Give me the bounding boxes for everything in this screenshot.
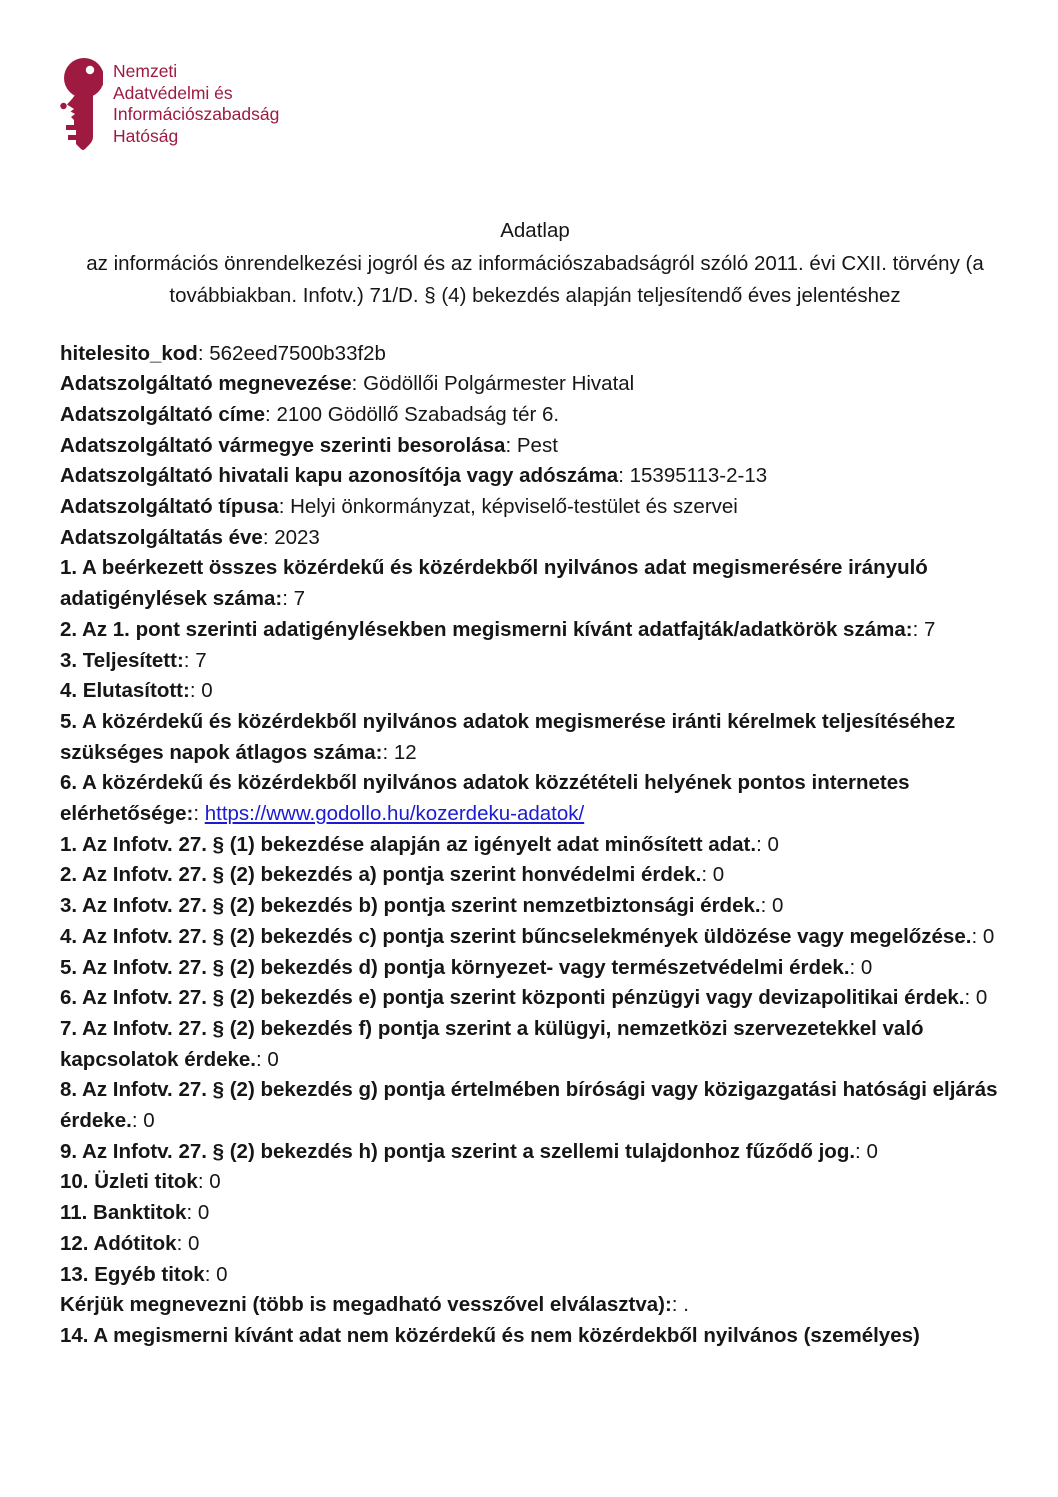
field-row: [60, 339, 1010, 370]
field-label: 5. A közérdekű és közérdekből nyilvános adatok megismerése iránti kérelmek teljesítéséhez szükséges napok átlagos száma:: [60, 709, 956, 764]
field-row: [60, 860, 1010, 891]
field-separator: :: [197, 1170, 210, 1194]
field-value: 7: [293, 587, 306, 611]
field-value: 0: [767, 832, 779, 856]
field-value: 7: [923, 617, 936, 641]
field-value: 0: [216, 1262, 228, 1286]
field-row: [60, 523, 1010, 554]
field-value: 15395113-2-13: [629, 464, 768, 488]
fields-list: [60, 339, 1010, 1352]
field-separator: :: [197, 341, 210, 365]
field-value: .: [683, 1293, 689, 1317]
field-label: 1. Az Infotv. 27. § (1) bekezdése alapján az igényelt adat minősített adat.: [60, 832, 757, 856]
field-separator: :: [756, 832, 768, 856]
field-row: [60, 830, 1010, 861]
field-separator: :: [760, 894, 772, 918]
field-row: [60, 1075, 1010, 1136]
field-label: 2. Az 1. pont szerinti adatigénylésekben megismerni kívánt adatfajták/adatkörök száma:: [60, 617, 913, 641]
field-label: 6. Az Infotv. 27. § (2) bekezdés e) pontja szerint központi pénzügyi vagy devizapolitikai érdek.: [60, 986, 965, 1010]
field-label: 4. Elutasított:: [60, 679, 190, 703]
field-value: 2023: [274, 525, 320, 549]
field-separator: :: [204, 1262, 217, 1286]
field-separator: :: [282, 587, 294, 611]
field-separator: :: [189, 679, 202, 703]
field-row: [60, 1229, 1010, 1260]
field-value: 0: [197, 1201, 210, 1225]
field-value: 0: [143, 1109, 155, 1133]
field-row: [60, 676, 1010, 707]
org-name: [113, 61, 279, 147]
field-row: [60, 400, 1010, 431]
field-separator: :: [671, 1293, 684, 1317]
field-value: 0: [982, 924, 995, 948]
field-separator: :: [193, 802, 205, 826]
field-row: [60, 1290, 1010, 1321]
field-value: 12: [393, 740, 417, 764]
field-row: [60, 1137, 1010, 1168]
field-row: [60, 1014, 1010, 1075]
org-name-line: Nemzeti: [113, 61, 178, 81]
field-label: 14. A megismerni kívánt adat nem közérdekű és nem közérdekből nyilvános (személyes): [60, 1324, 920, 1347]
field-value: 0: [771, 894, 784, 918]
field-value: 0: [201, 679, 213, 703]
field-row: [60, 891, 1010, 922]
org-name-line: Információszabadság: [113, 104, 280, 124]
field-label: hitelesito_kod: [60, 341, 198, 365]
org-name-line: Adatvédelmi és: [113, 82, 233, 103]
document-title: Adatlap: [500, 219, 570, 242]
key-with-face-icon: [59, 57, 103, 153]
field-label: Adatszolgáltatás éve: [60, 525, 263, 549]
field-value: 0: [209, 1170, 221, 1194]
field-label: Adatszolgáltató megnevezése: [60, 372, 352, 396]
field-value: Helyi önkormányzat, képviselő-testület és szervei: [290, 495, 738, 519]
field-label: Adatszolgáltató címe: [60, 402, 266, 426]
org-name-line: Hatóság: [113, 125, 179, 146]
field-separator: :: [505, 433, 517, 457]
field-label: 3. Az Infotv. 27. § (2) bekezdés b) pontja szerint nemzetbiztonsági érdek.: [60, 894, 761, 918]
field-label: 3. Teljesített:: [60, 648, 184, 672]
field-value: 7: [195, 648, 207, 672]
field-separator: :: [964, 986, 976, 1010]
field-separator: :: [849, 955, 861, 979]
field-row: [60, 1167, 1010, 1198]
field-separator: :: [176, 1231, 188, 1255]
field-separator: :: [351, 372, 364, 396]
field-row: [60, 922, 1010, 953]
field-row: [60, 461, 1010, 492]
field-row: [60, 768, 1010, 829]
field-label: Kérjük megnevezni (több is megadható vesszővel elválasztva):: [60, 1293, 672, 1317]
field-label: 9. Az Infotv. 27. § (2) bekezdés h) pontja szerint a szellemi tulajdonhoz fűződő jog.: [60, 1139, 856, 1163]
field-label: Adatszolgáltató típusa: [60, 495, 279, 519]
field-label: 7. Az Infotv. 27. § (2) bekezdés f) pontja szerint a külügyi, nemzetközi szervezetekkel való kapcsolatok érdeke.: [60, 1016, 924, 1071]
field-separator: :: [186, 1201, 198, 1225]
field-separator: :: [262, 525, 275, 549]
document-subtitle: az információs önrendelkezési jogról és az információszabadságról szóló 2011. évi CXII. törvény (a továbbiakban. Infotv.) 71/D. § (4) bekezdés alapján teljesítendő éves jelentéshez: [86, 251, 984, 307]
field-row: [60, 369, 1010, 400]
field-row: [60, 1198, 1010, 1229]
field-separator: :: [912, 617, 924, 641]
field-label: 8. Az Infotv. 27. § (2) bekezdés g) pontja értelmében bírósági vagy közigazgatási hatósági eljárás érdeke.: [60, 1078, 998, 1133]
field-label: 2. Az Infotv. 27. § (2) bekezdés a) pontja szerint honvédelmi érdek.: [60, 863, 702, 887]
field-value: 0: [267, 1047, 279, 1071]
naih-logo: [59, 57, 279, 153]
field-value: 0: [712, 863, 725, 887]
field-row: [60, 707, 1010, 768]
field-separator: :: [855, 1139, 867, 1163]
field-label: 11. Banktitok: [60, 1201, 187, 1225]
field-value: 0: [975, 986, 988, 1010]
field-separator: :: [971, 924, 983, 948]
field-value: 0: [860, 955, 873, 979]
field-value: Pest: [516, 433, 558, 457]
field-row: [60, 1260, 1010, 1291]
field-row: [60, 492, 1010, 523]
field-label: 12. Adótitok: [60, 1231, 177, 1255]
field-separator: :: [382, 740, 394, 764]
field-value: 2100 Gödöllő Szabadság tér 6.: [276, 402, 560, 426]
field-label: 13. Egyéb titok: [60, 1262, 205, 1286]
field-label: Adatszolgáltató hivatali kapu azonosítója vagy adószáma: [60, 464, 619, 488]
field-row: [60, 983, 1010, 1014]
field-value: 0: [187, 1231, 200, 1255]
field-label: 6. A közérdekű és közérdekből nyilvános adatok közzétételi helyének pontos internetes elérhetősége:: [60, 771, 910, 826]
field-separator: :: [131, 1109, 144, 1133]
field-value-link[interactable]: https://www.godollo.hu/kozerdeku-adatok/: [204, 802, 585, 826]
field-label: 4. Az Infotv. 27. § (2) bekezdés c) pontja szerint bűncselekmények üldözése vagy megelőzése.: [60, 924, 972, 948]
field-separator: :: [256, 1047, 268, 1071]
field-row: [60, 553, 1010, 614]
field-row: [60, 615, 1010, 646]
field-row: [60, 646, 1010, 677]
field-label: 5. Az Infotv. 27. § (2) bekezdés d) pontja környezet- vagy természetvédelmi érdek.: [60, 955, 850, 979]
field-separator: :: [183, 648, 196, 672]
field-label: 10. Üzleti titok: [60, 1170, 198, 1194]
field-separator: :: [701, 863, 713, 887]
document-page: [60, 215, 1010, 1352]
field-value: 562eed7500b33f2b: [209, 341, 386, 365]
field-value: 0: [866, 1139, 878, 1163]
field-row: [60, 431, 1010, 462]
field-separator: :: [618, 464, 630, 488]
field-label: Adatszolgáltató vármegye szerinti besorolása: [60, 433, 506, 457]
field-row: [60, 1321, 1010, 1352]
field-separator: :: [278, 495, 291, 519]
field-value: Gödöllői Polgármester Hivatal: [363, 372, 635, 396]
field-separator: :: [265, 402, 277, 426]
field-row: [60, 953, 1010, 984]
field-label: 1. A beérkezett összes közérdekű és közérdekből nyilvános adat megismerésére irányuló adatigénylések száma:: [60, 556, 928, 611]
